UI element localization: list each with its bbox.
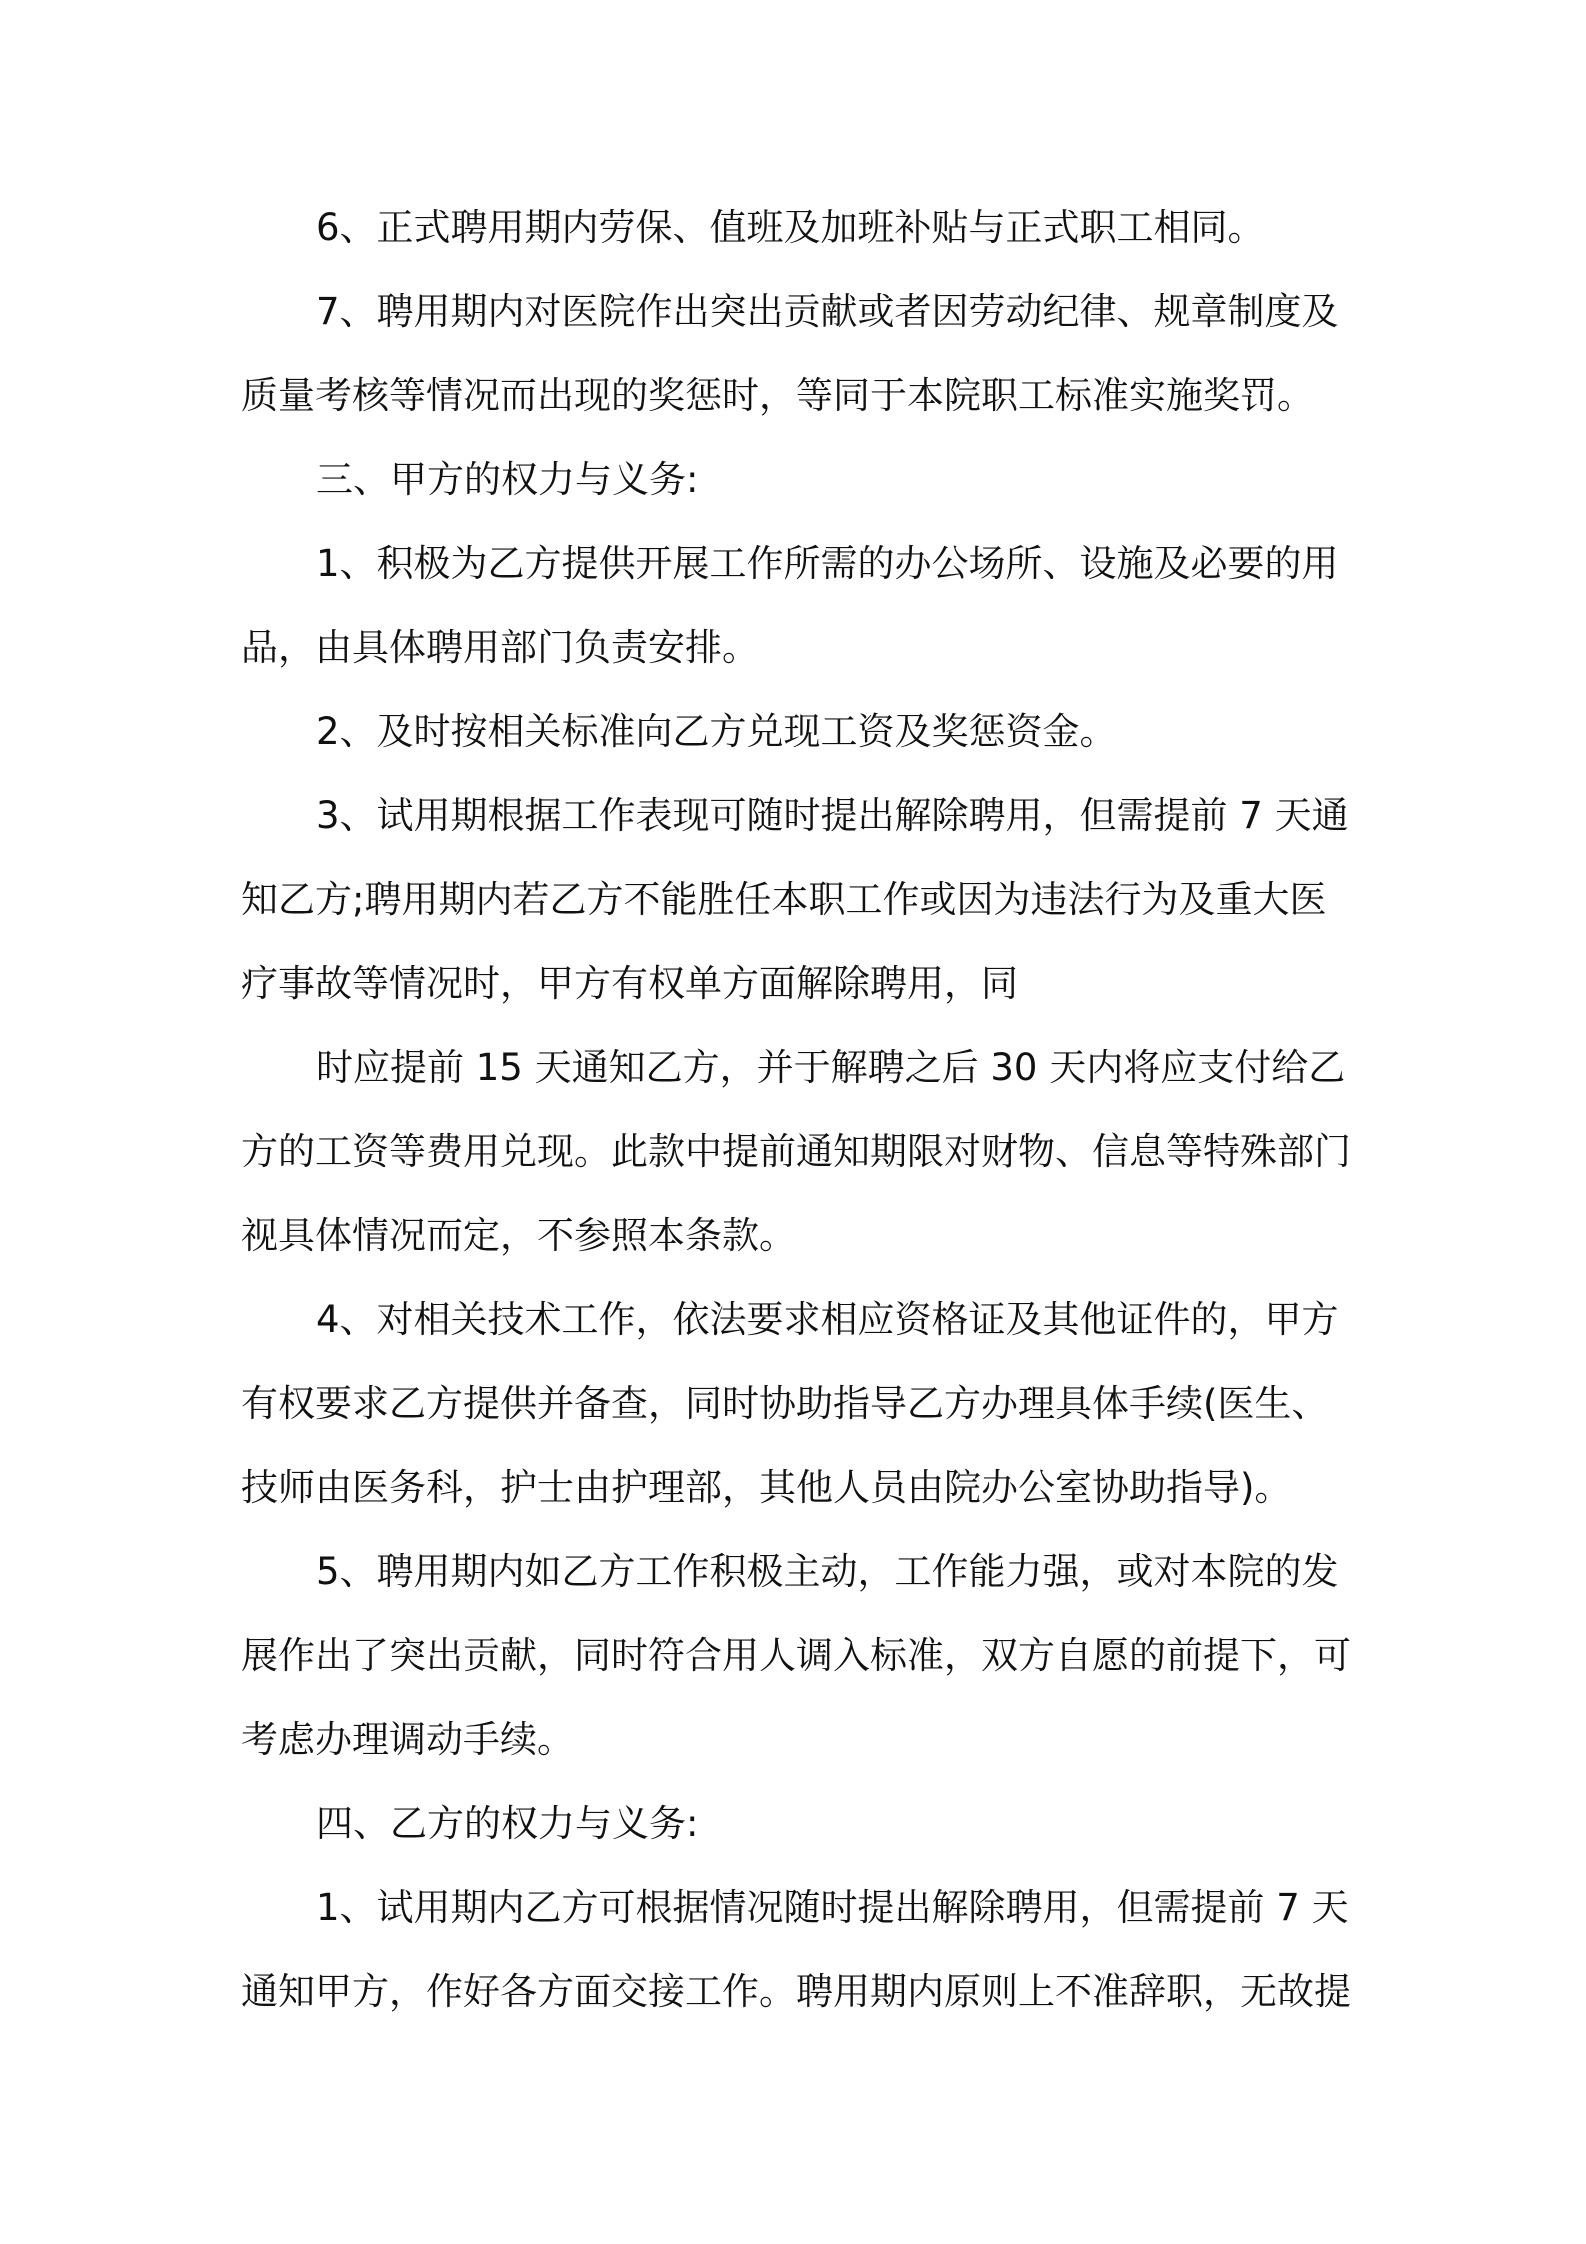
text-line-10: 疗事故等情况时，甲方有权单方面解除聘用，同 <box>241 962 1018 1005</box>
text-line-7: 2、及时按相关标准向乙方兑现工资及奖惩资金。 <box>316 710 1117 753</box>
text-line-12: 方的工资等费用兑现。此款中提前通知期限对财物、信息等特殊部门 <box>241 1130 1351 1173</box>
text-line-9: 知乙方;聘用期内若乙方不能胜任本职工作或因为违法行为及重大医 <box>241 878 1327 921</box>
text-line-21: 1、试用期内乙方可根据情况随时提出解除聘用，但需提前 7 天 <box>316 1886 1349 1929</box>
section-heading-4: 四、乙方的权力与义务: <box>316 1802 699 1845</box>
section-heading-3: 三、甲方的权力与义务: <box>316 458 699 501</box>
text-line-13: 视具体情况而定，不参照本条款。 <box>241 1214 796 1257</box>
text-line-11: 时应提前 15 天通知乙方，并于解聘之后 30 天内将应支付给乙 <box>316 1046 1346 1089</box>
text-line-8: 3、试用期根据工作表现可随时提出解除聘用，但需提前 7 天通 <box>316 794 1349 837</box>
text-line-22: 通知甲方，作好各方面交接工作。聘用期内原则上不准辞职，无故提 <box>241 1970 1351 2013</box>
text-line-18: 展作出了突出贡献，同时符合用人调入标准，双方自愿的前提下，可 <box>241 1634 1351 1677</box>
text-line-6: 品，由具体聘用部门负责安排。 <box>241 626 759 669</box>
text-line-16: 技师由医务科，护士由护理部，其他人员由院办公室协助指导)。 <box>241 1466 1292 1509</box>
text-line-14: 4、对相关技术工作，依法要求相应资格证及其他证件的，甲方 <box>316 1298 1339 1341</box>
text-line-3: 质量考核等情况而出现的奖惩时，等同于本院职工标准实施奖罚。 <box>241 374 1314 417</box>
text-line-2: 7、聘用期内对医院作出突出贡献或者因劳动纪律、规章制度及 <box>316 290 1339 333</box>
text-line-5: 1、积极为乙方提供开展工作所需的办公场所、设施及必要的用 <box>316 542 1339 585</box>
text-line-17: 5、聘用期内如乙方工作积极主动，工作能力强，或对本院的发 <box>316 1550 1339 1593</box>
text-line-19: 考虑办理调动手续。 <box>241 1718 574 1761</box>
text-line-15: 有权要求乙方提供并备查，同时协助指导乙方办理具体手续(医生、 <box>241 1382 1329 1425</box>
text-line-1: 6、正式聘用期内劳保、值班及加班补贴与正式职工相同。 <box>316 206 1265 249</box>
